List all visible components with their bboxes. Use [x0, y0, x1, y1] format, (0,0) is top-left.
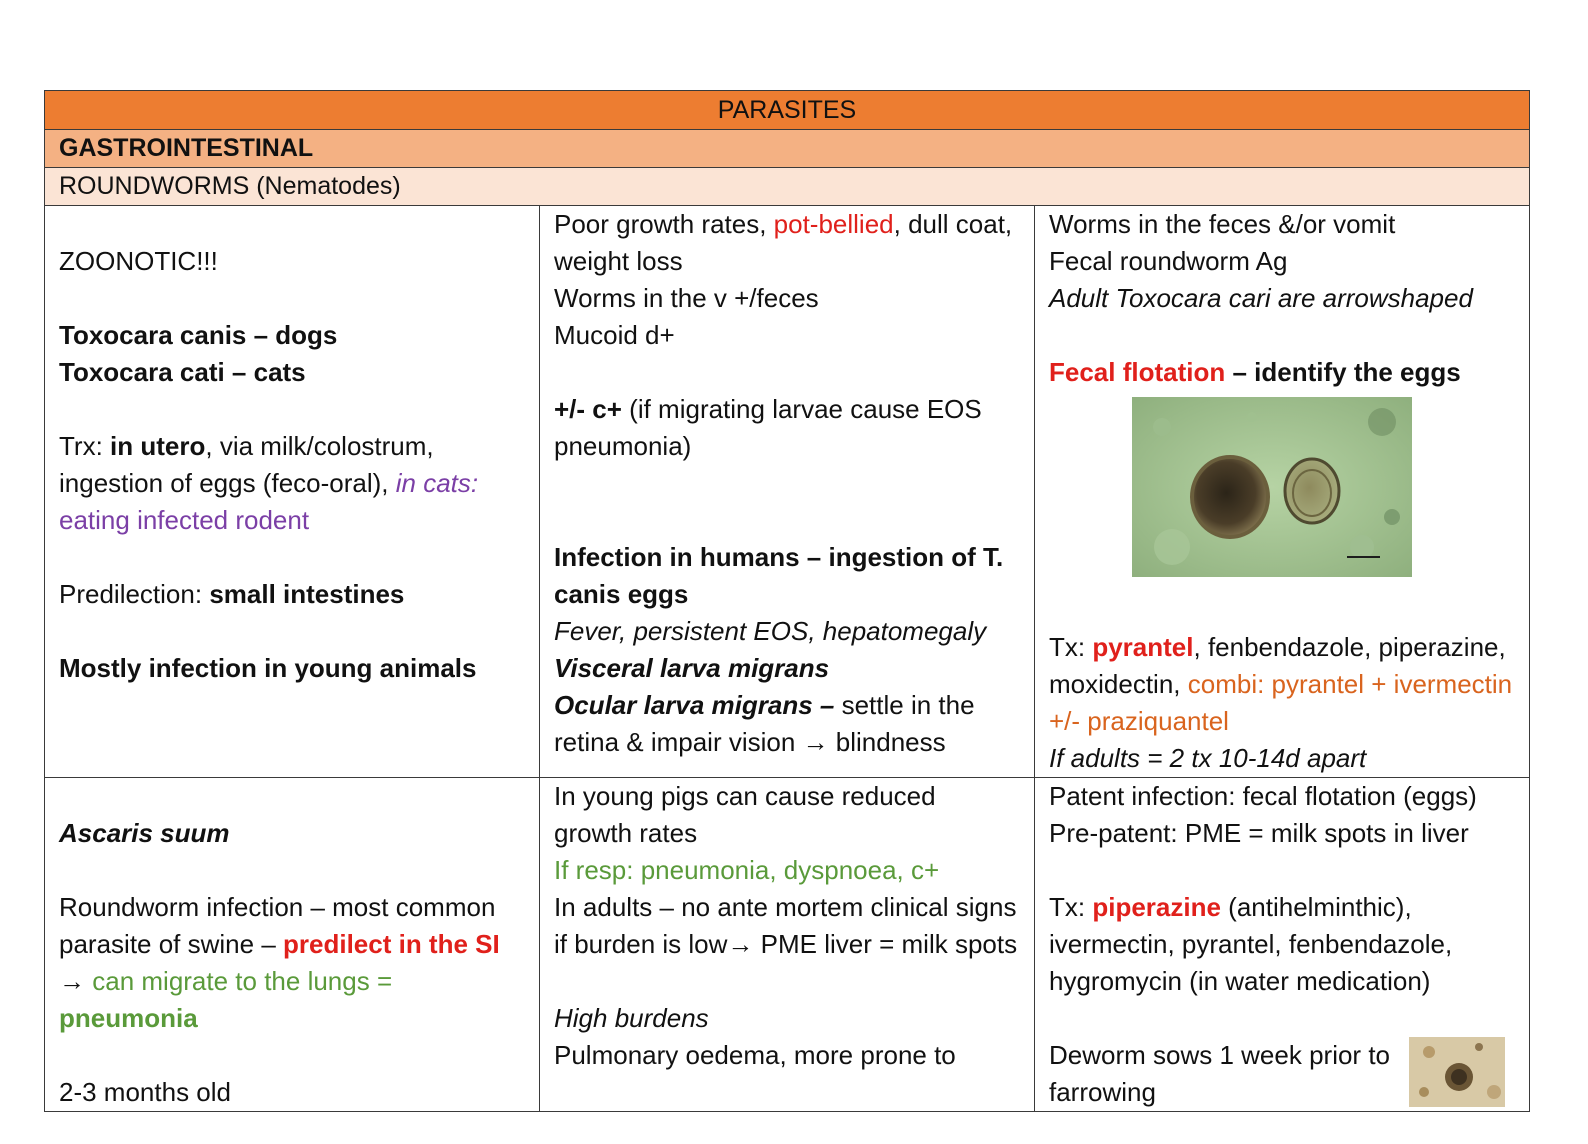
toxocara-treatment: Tx: pyrantel, fenbendazole, piperazine, moxidectin, combi: pyrantel + ivermectin +/- praziquantel: [1049, 632, 1513, 736]
fecal-ag: Fecal roundworm Ag: [1049, 246, 1288, 276]
cough-sign: +/- c+ (if migrating larvae cause EOS pneumonia): [554, 394, 982, 461]
high-burdens: High burdens: [554, 1003, 709, 1033]
oedema-note: Pulmonary oedema, more prone to: [554, 1040, 956, 1070]
ascaris-egg-image: [1409, 1037, 1505, 1107]
human-signs: Fever, persistent EOS, hepatomegaly: [554, 616, 987, 646]
toxocara-signs-cell: [540, 206, 1035, 778]
ascaris-name: Ascaris suum: [59, 818, 230, 848]
worms-feces: Worms in the feces &/or vomit: [1049, 209, 1396, 239]
prepatent-infection: Pre-patent: PME = milk spots in liver: [1049, 818, 1469, 848]
parasites-table: [44, 90, 1530, 1112]
table-row-toxocara: [45, 206, 1530, 778]
fecal-flotation: Fecal flotation – identify the eggs: [1049, 357, 1461, 387]
ocular-larva: Ocular larva migrans – settle in the retina & impair vision → blindness: [554, 690, 975, 757]
ascaris-signs-cell: [540, 778, 1035, 1112]
zoonotic-label: ZOONOTIC!!!: [59, 246, 218, 276]
growth-signs: Poor growth rates, pot-bellied, dull coat, weight loss: [554, 209, 1013, 276]
toxocara-cati: Toxocara cati – cats: [59, 357, 306, 387]
resp-signs: If resp: pneumonia, dyspnoea, c+: [554, 855, 940, 885]
toxocara-diagnosis-cell: [1035, 206, 1530, 778]
ascaris-description: Roundworm infection – most common parasite of swine – predilect in the SI → can migrate to the lungs = pneumonia: [59, 892, 500, 1033]
deworm-note: Deworm sows 1 week prior to farrowing: [1049, 1040, 1390, 1107]
adult-shape: Adult Toxocara cari are arrowshaped: [1049, 283, 1473, 313]
ascaris-agent-cell: [45, 778, 540, 1112]
parasites-table-sheet: [44, 90, 1530, 1144]
adult-pigs-signs: In adults – no ante mortem clinical signs if burden is low→ PME liver = milk spots: [554, 892, 1018, 959]
subcategory-header: ROUNDWORMS (Nematodes): [45, 168, 1530, 206]
human-infection: Infection in humans – ingestion of T. canis eggs: [554, 542, 1004, 609]
young-animals-note: Mostly infection in young animals: [59, 653, 477, 683]
young-pigs-signs: In young pigs can cause reduced growth rates: [554, 781, 936, 848]
worms-sign: Worms in the v +/feces: [554, 283, 819, 313]
predilection-text: Predilection: small intestines: [59, 579, 405, 609]
table-row-ascaris: [45, 778, 1530, 1112]
toxocara-canis: Toxocara canis – dogs: [59, 320, 338, 350]
patent-infection: Patent infection: fecal flotation (eggs): [1049, 781, 1477, 811]
table-title: PARASITES: [45, 91, 1530, 130]
mucoid-sign: Mucoid d+: [554, 320, 675, 350]
egg-image-wrap: [1029, 391, 1515, 629]
adults-repeat-note: If adults = 2 tx 10-14d apart: [1049, 743, 1367, 773]
toxocara-egg-image: [1132, 397, 1412, 577]
ascaris-age: 2-3 months old: [59, 1077, 231, 1107]
category-header: GASTROINTESTINAL: [45, 130, 1530, 168]
visceral-larva: Visceral larva migrans: [554, 653, 830, 683]
toxocara-agent-cell: [45, 206, 540, 778]
ascaris-treatment: Tx: piperazine (antihelminthic), ivermectin, pyrantel, fenbendazole, hygromycin (in water medication): [1049, 892, 1453, 996]
transmission-text: Trx: in utero, via milk/colostrum, ingestion of eggs (feco-oral), in cats: eating infected rodent: [59, 431, 479, 535]
ascaris-diagnosis-cell: [1035, 778, 1530, 1112]
